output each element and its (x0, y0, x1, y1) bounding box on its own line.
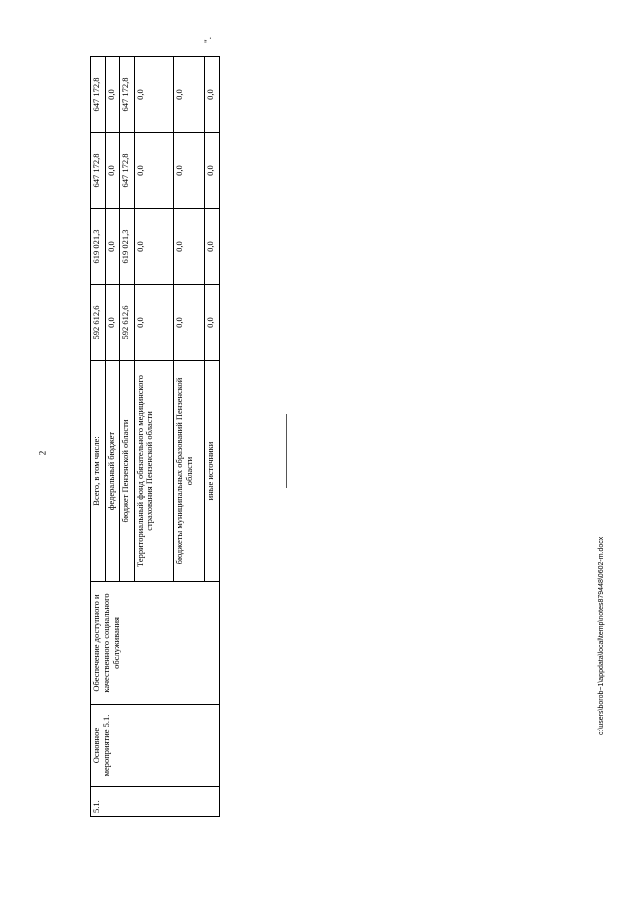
closing-quote-mark: ". (202, 37, 213, 43)
value-cell: 0,0 (105, 133, 120, 209)
value-cell: 0,0 (105, 209, 120, 285)
value-cell: 0,0 (205, 133, 220, 209)
value-cell: 647 172,8 (120, 57, 135, 133)
value-cell: 0,0 (174, 209, 205, 285)
budget-table (90, 56, 220, 817)
value-cell: 647 172,8 (91, 133, 106, 209)
value-cell: 0,0 (134, 209, 174, 285)
value-cell: 0,0 (205, 209, 220, 285)
row-number-cell: 5.1. (91, 787, 220, 817)
event-description-cell: Обеспечение доступного и качественного социального обслуживания (91, 582, 220, 705)
value-cell: 592 612,6 (91, 285, 106, 361)
page-number: 2 (37, 450, 48, 456)
funding-source-cell: Территориальный фонд обязательного медицинского страхования Пензенской области (134, 361, 174, 582)
value-cell: 0,0 (174, 57, 205, 133)
value-cell: 647 172,8 (120, 133, 135, 209)
separator-line (286, 414, 287, 488)
value-cell: 0,0 (105, 57, 120, 133)
value-cell: 0,0 (134, 285, 174, 361)
budget-table-rotated (90, 57, 220, 817)
value-cell: 0,0 (174, 133, 205, 209)
funding-source-cell: иные источники (205, 361, 220, 582)
funding-source-cell: федеральный бюджет (105, 361, 120, 582)
value-cell: 619 021,3 (91, 209, 106, 285)
value-cell: 0,0 (205, 285, 220, 361)
footer-file-path: c:\users\borob~1\appdata\local\temp\notes879448\0602-m.docx (598, 536, 605, 735)
event-name-cell: Основное мероприятие 5.1. (91, 705, 220, 787)
funding-source-cell: бюджеты муниципальных образований Пензенской области (174, 361, 205, 582)
funding-source-cell: бюджет Пензенской области (120, 361, 135, 582)
value-cell: 592 612,6 (120, 285, 135, 361)
value-cell: 0,0 (134, 57, 174, 133)
value-cell: 0,0 (174, 285, 205, 361)
value-cell: 0,0 (205, 57, 220, 133)
value-cell: 0,0 (134, 133, 174, 209)
value-cell: 0,0 (105, 285, 120, 361)
value-cell: 647 172,8 (91, 57, 106, 133)
value-cell: 619 021,3 (120, 209, 135, 285)
table-row (91, 57, 106, 817)
funding-source-cell: Всего, в том числе: (91, 361, 106, 582)
